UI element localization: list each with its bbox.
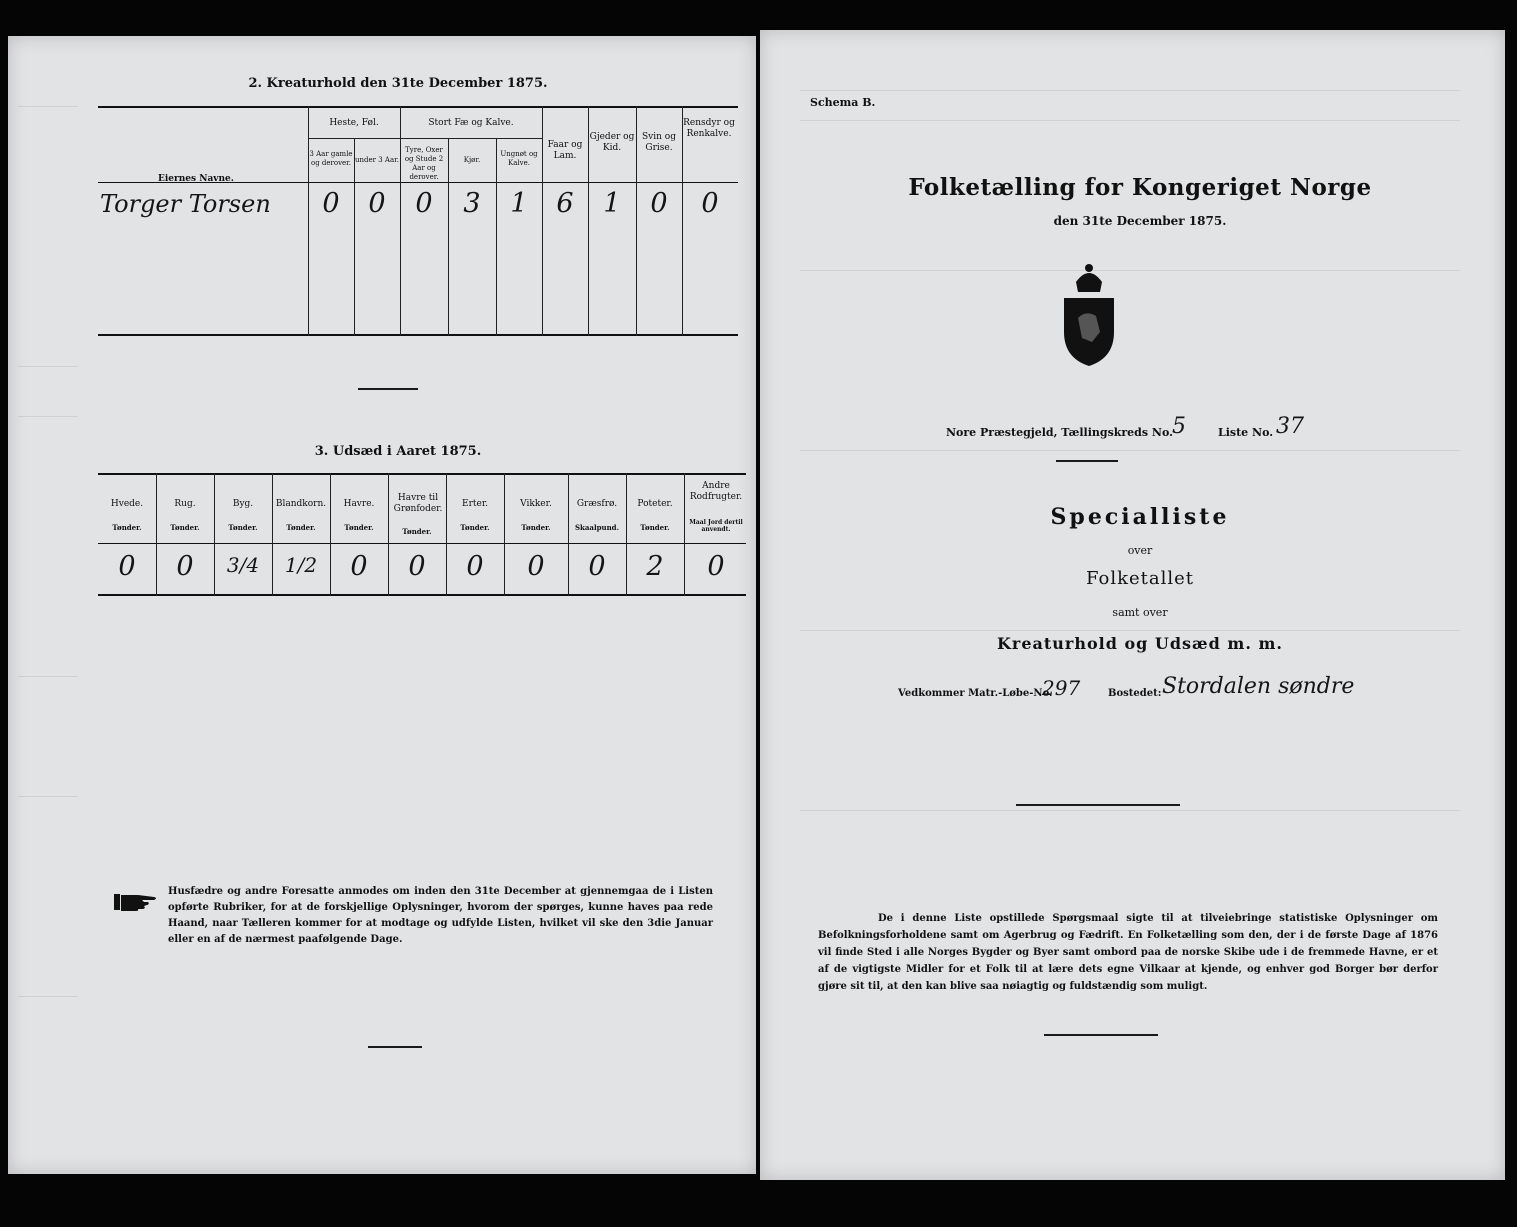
col-header: under 3 Aar. bbox=[355, 156, 399, 164]
kreaturhold-table bbox=[98, 106, 738, 336]
divider bbox=[358, 388, 418, 390]
crop-unit: Skaalpund. bbox=[574, 523, 620, 532]
livestock-value: 1 bbox=[603, 188, 621, 219]
owner-name: Torger Torsen bbox=[100, 190, 271, 218]
livestock-value: 1 bbox=[510, 188, 528, 219]
col-header: Svin og Grise. bbox=[642, 132, 676, 153]
owner-header: Eiernes Navne. bbox=[158, 174, 234, 184]
crop-header: Rug. bbox=[174, 499, 196, 509]
crop-unit: Tønder. bbox=[402, 527, 432, 536]
crop-header: Vikker. bbox=[520, 499, 552, 509]
crop-header: Græsfrø. bbox=[576, 499, 618, 509]
main-date: den 31te December 1875. bbox=[1053, 214, 1227, 228]
livestock-value: 0 bbox=[701, 188, 719, 219]
udsaed-table bbox=[98, 473, 746, 596]
livestock-value: 3 bbox=[463, 188, 481, 219]
divider bbox=[368, 1046, 422, 1048]
crop-unit: Tønder. bbox=[344, 523, 374, 532]
col-header: Kjør. bbox=[463, 156, 481, 164]
crop-value: 0 bbox=[408, 551, 426, 582]
livestock-value: 0 bbox=[650, 188, 668, 219]
livestock-value: 0 bbox=[322, 188, 340, 219]
prestegjeld-label: Nore Præstegjeld, Tællingskreds No. bbox=[946, 426, 1173, 439]
col-header: Faar og Lam. bbox=[547, 140, 583, 161]
over-text: over bbox=[1127, 544, 1153, 557]
crop-value: 0 bbox=[466, 551, 484, 582]
left-page bbox=[8, 36, 756, 1174]
crop-header: Havre til Grønfoder. bbox=[393, 493, 443, 514]
crop-unit: Tønder. bbox=[112, 523, 142, 532]
matr-label: Vedkommer Matr.-Løbe-No. bbox=[898, 688, 1053, 699]
col-header: Gjeder og Kid. bbox=[589, 132, 635, 153]
crop-header: Andre Rodfrugter. bbox=[689, 481, 743, 502]
crop-value: 0 bbox=[350, 551, 368, 582]
heste-header: Heste, Føl. bbox=[329, 118, 379, 128]
crop-header: Poteter. bbox=[637, 499, 673, 509]
col-header: 3 Aar gamle og derover. bbox=[309, 150, 353, 167]
specialliste-heading: Specialliste bbox=[1050, 504, 1230, 530]
pointing-hand-icon bbox=[114, 890, 160, 914]
col-header: Ungnøt og Kalve. bbox=[500, 150, 538, 167]
crop-header: Byg. bbox=[232, 499, 254, 509]
crop-value: 3/4 bbox=[226, 553, 260, 577]
samt-over-text: samt over bbox=[1112, 606, 1168, 619]
crop-unit: Tønder. bbox=[228, 523, 258, 532]
folketallet-text: Folketallet bbox=[1085, 568, 1195, 589]
liste-label: Liste No. bbox=[1218, 426, 1274, 439]
crop-unit: Maal Jord dertil anvendt. bbox=[689, 519, 743, 533]
crop-unit: Tønder. bbox=[286, 523, 316, 532]
matr-no: 297 bbox=[1042, 676, 1081, 700]
notice-text: Husfædre og andre Foresatte anmodes om inden den 31te December at gjennemgaa de i Listen opførte Rubriker, for at de forskjellige Oplysninger, hvorom der spørges, kunne haves paa rede Haand, naar Tælleren kommer for at modtage og udfylde Listen, hvilket vil ske den 3die Januar eller en af de nærmest paafølgende Dage. bbox=[168, 886, 713, 945]
col-header: Rensdyr og Renkalve. bbox=[683, 118, 735, 139]
livestock-value: 0 bbox=[415, 188, 433, 219]
crop-value: 0 bbox=[707, 551, 725, 582]
right-page bbox=[760, 30, 1505, 1180]
divider bbox=[1016, 804, 1180, 806]
crop-value: 2 bbox=[646, 551, 664, 582]
coat-of-arms-icon bbox=[1056, 262, 1122, 368]
crop-value: 1/2 bbox=[284, 553, 318, 577]
crop-header: Blandkorn. bbox=[275, 499, 327, 509]
crop-header: Havre. bbox=[343, 499, 375, 509]
crop-unit: Tønder. bbox=[170, 523, 200, 532]
col-header: Tyre, Oxer og Stude 2 Aar og derover. bbox=[404, 146, 444, 181]
section2-title: 2. Kreaturhold den 31te December 1875. bbox=[248, 76, 548, 91]
divider bbox=[1044, 1034, 1158, 1036]
crop-header: Hvede. bbox=[110, 499, 144, 509]
section3-title: 3. Udsæd i Aaret 1875. bbox=[314, 444, 482, 459]
crop-value: 0 bbox=[527, 551, 545, 582]
subheading: Kreaturhold og Udsæd m. m. bbox=[997, 634, 1283, 653]
kreds-no: 5 bbox=[1172, 414, 1186, 439]
livestock-value: 6 bbox=[556, 188, 574, 219]
crop-header: Erter. bbox=[462, 499, 488, 509]
crop-value: 0 bbox=[588, 551, 606, 582]
divider bbox=[1056, 460, 1118, 462]
stort-fae-header: Stort Fæ og Kalve. bbox=[428, 118, 514, 128]
crop-unit: Tønder. bbox=[521, 523, 551, 532]
crop-unit: Tønder. bbox=[460, 523, 490, 532]
bosted-label: Bostedet: bbox=[1108, 688, 1162, 699]
crop-value: 0 bbox=[118, 551, 136, 582]
livestock-value: 0 bbox=[368, 188, 386, 219]
footer-text: De i denne Liste opstillede Spørgsmaal sigte til at tilveiebringe statistiske Oplysninger om Befolkningsforholdene samt om Agerbrug og Fædrift. En Folketælling som den, der i de første Dage af 1876 vil finde Sted i alle Norges Bygder og Byer samt ombord paa de norske Skibe ude i de fremmede Havne, er et af de vigtigste Midler for et Folk til at lære dets egne Vilkaar at kjende, og enhver god Borger bør derfor gjøre sit til, at den kan blive saa nøiagtig og fuldstændig som muligt. bbox=[818, 913, 1438, 992]
main-title: Folketælling for Kongeriget Norge bbox=[908, 174, 1372, 201]
bosted-value: Stordalen søndre bbox=[1162, 674, 1355, 699]
liste-no: 37 bbox=[1276, 414, 1304, 439]
crop-value: 0 bbox=[176, 551, 194, 582]
crop-unit: Tønder. bbox=[640, 523, 670, 532]
schema-label: Schema B. bbox=[810, 96, 876, 109]
